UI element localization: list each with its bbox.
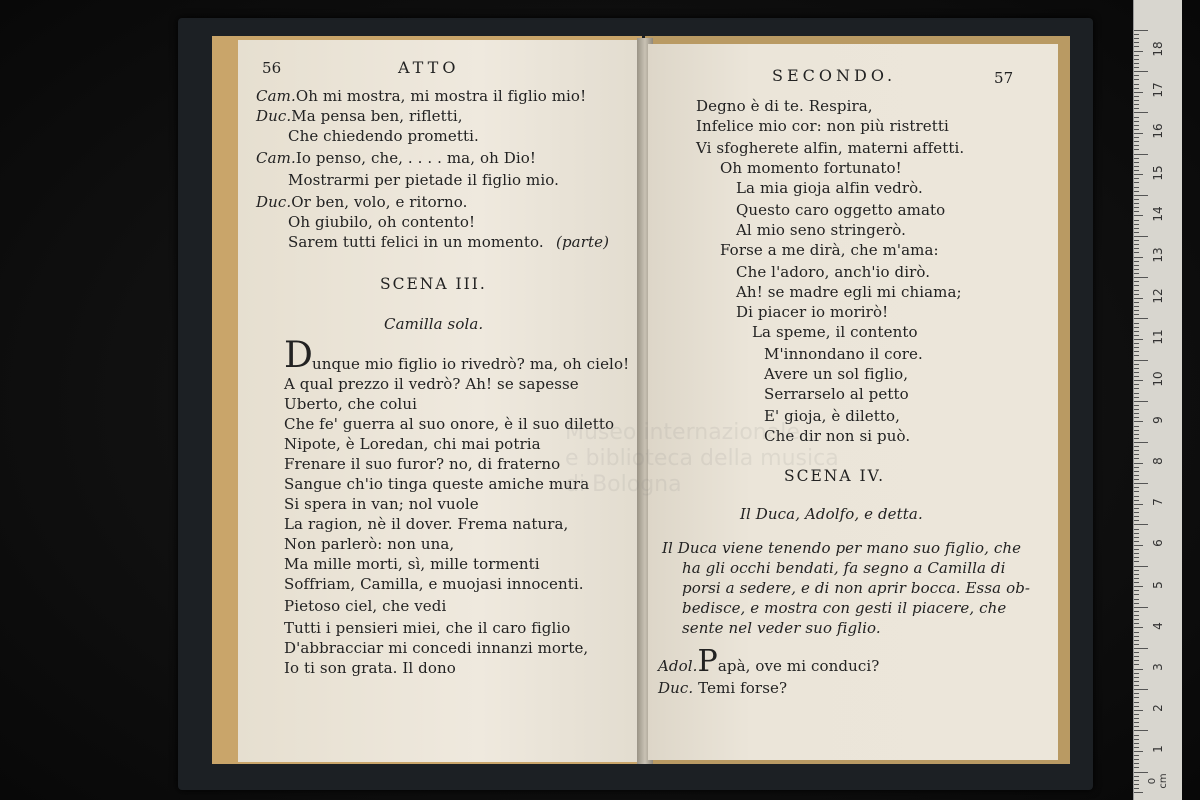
ruler-tick — [1134, 611, 1139, 612]
ruler-tick — [1134, 788, 1139, 789]
ruler-tick — [1134, 178, 1139, 179]
ruler-tick — [1134, 38, 1139, 39]
verse-line: Che fe' guerra al suo onore, è il suo diletto — [284, 415, 615, 433]
ruler-tick — [1134, 669, 1143, 670]
ruler-number: 15 — [1151, 164, 1165, 181]
running-header: SECONDO. — [772, 66, 897, 85]
ruler-tick — [1134, 335, 1139, 336]
ruler-tick — [1134, 372, 1139, 373]
ruler-tick — [1134, 211, 1139, 212]
ruler-number: 13 — [1151, 247, 1165, 263]
ruler-tick — [1134, 603, 1139, 604]
ruler-tick — [1134, 632, 1139, 633]
ruler-tick — [1134, 537, 1139, 538]
ruler-tick — [1134, 162, 1139, 163]
dialogue-line: Duc.Ma pensa ben, rifletti, — [256, 107, 463, 125]
ruler-tick — [1134, 607, 1148, 608]
ruler-tick — [1134, 450, 1139, 451]
ruler-tick — [1134, 323, 1139, 324]
ruler-tick — [1134, 594, 1139, 595]
ruler-tick — [1134, 458, 1139, 459]
ruler-tick — [1134, 430, 1139, 431]
ruler-tick — [1134, 191, 1139, 192]
running-header: ATTO — [398, 58, 460, 77]
ruler-tick — [1134, 599, 1139, 600]
verse-line: unque mio figlio io rivedrò? ma, oh cielo! — [312, 355, 630, 373]
ruler-tick — [1134, 673, 1139, 674]
ruler-tick — [1134, 393, 1139, 394]
verse-line: Al mio seno stringerò. — [736, 221, 906, 239]
ruler-tick — [1134, 145, 1139, 146]
verse-line: Non parlerò: non una, — [284, 535, 455, 553]
ruler-tick — [1134, 442, 1148, 443]
ruler-tick — [1134, 224, 1139, 225]
ruler-tick — [1134, 347, 1139, 348]
ruler-tick — [1134, 652, 1139, 653]
stage-direction-line: porsi a sedere, e di non aprir bocca. Essa ob- — [682, 579, 1031, 597]
ruler-tick — [1134, 154, 1148, 155]
ruler-tick — [1134, 702, 1139, 703]
ruler-tick — [1134, 273, 1139, 274]
ruler-tick — [1134, 541, 1139, 542]
ruler-tick — [1134, 561, 1139, 562]
ruler-tick — [1134, 364, 1139, 365]
ruler-tick — [1134, 310, 1139, 311]
ruler-tick — [1134, 232, 1139, 233]
ruler-number: 1 — [1151, 745, 1165, 754]
ruler-tick — [1134, 166, 1139, 167]
ruler-tick — [1134, 51, 1143, 52]
ruler-tick — [1134, 265, 1139, 266]
stage-direction: (parte) — [556, 233, 610, 251]
ruler-tick — [1134, 360, 1148, 361]
dialogue-line: Mostrarmi per pietade il figlio mio. — [288, 171, 559, 189]
ruler-number: 14 — [1151, 206, 1165, 222]
ruler-tick — [1134, 693, 1139, 694]
ruler-tick — [1134, 714, 1139, 715]
ruler-tick — [1134, 508, 1139, 509]
ruler-tick — [1134, 376, 1139, 377]
ruler-tick — [1134, 318, 1148, 319]
stage-direction-line: Il Duca viene tenendo per mano suo figlio, che — [662, 539, 1022, 557]
ruler-tick — [1134, 743, 1139, 744]
verse-line: M'innondano il core. — [764, 345, 923, 363]
ruler-tick — [1134, 549, 1139, 550]
verse-line: Degno è di te. Respira, — [696, 97, 873, 115]
dialogue-line: Sarem tutti felici in un momento. — [288, 233, 544, 251]
verse-line: Forse a me dirà, che m'ama: — [720, 241, 939, 259]
ruler-tick — [1134, 355, 1139, 356]
ruler-tick — [1134, 413, 1139, 414]
verse-line: Di piacer io morirò! — [736, 303, 889, 321]
ruler-tick — [1134, 557, 1139, 558]
stage-direction-line: sente nel veder suo figlio. — [682, 619, 881, 637]
ruler-tick — [1134, 512, 1139, 513]
ruler-number: 11 — [1151, 329, 1165, 346]
verse-line: Io ti son grata. Il dono — [284, 659, 456, 677]
verse-line: Pietoso ciel, che vedi — [284, 597, 447, 615]
ruler-number: 7 — [1151, 498, 1165, 507]
ruler-tick — [1134, 170, 1139, 171]
verse-line: La ragion, nè il dover. Frema natura, — [284, 515, 569, 533]
ruler-number: 12 — [1151, 288, 1165, 304]
ruler-tick — [1134, 187, 1139, 188]
verse-line: A qual prezzo il vedrò? Ah! se sapesse — [284, 375, 579, 393]
ruler-tick — [1134, 578, 1139, 579]
ruler-tick — [1134, 454, 1139, 455]
ruler-tick — [1134, 570, 1139, 571]
scene-characters: Il Duca, Adolfo, e detta. — [740, 505, 923, 523]
ruler-tick — [1134, 380, 1143, 381]
verse-line: Serrarselo al petto — [764, 385, 909, 403]
ruler-tick — [1134, 236, 1148, 237]
ruler-tick — [1134, 776, 1139, 777]
ruler-tick — [1134, 467, 1139, 468]
ruler-tick — [1134, 697, 1139, 698]
ruler-number: 4 — [1151, 621, 1165, 630]
ruler-tick — [1134, 397, 1139, 398]
verse-line: Ah! se madre egli mi chiama; — [736, 283, 962, 301]
ruler-tick — [1134, 500, 1139, 501]
ruler-tick — [1134, 735, 1139, 736]
ruler-number: 18 — [1151, 41, 1165, 57]
ruler-tick — [1134, 524, 1148, 525]
ruler-tick — [1134, 533, 1139, 534]
ruler-tick — [1134, 438, 1139, 439]
ruler-tick — [1134, 759, 1139, 760]
ruler-tick — [1134, 59, 1139, 60]
verse-line: Infelice mio cor: non più ristretti — [696, 117, 949, 135]
ruler-tick — [1134, 586, 1143, 587]
ruler-tick — [1134, 215, 1143, 216]
ruler-tick — [1134, 615, 1139, 616]
ruler-tick — [1134, 640, 1139, 641]
ruler-tick — [1134, 644, 1139, 645]
ruler-tick — [1134, 689, 1148, 690]
ruler-tick — [1134, 331, 1139, 332]
ruler-tick — [1134, 516, 1139, 517]
dialogue-line: Che chiedendo prometti. — [288, 127, 479, 145]
ruler-tick — [1134, 677, 1139, 678]
ruler-number: 6 — [1151, 539, 1165, 548]
ruler-tick — [1134, 747, 1139, 748]
ruler-tick — [1134, 149, 1139, 150]
ruler-tick — [1134, 627, 1143, 628]
ruler-number: 17 — [1151, 82, 1165, 98]
ruler-tick — [1134, 755, 1139, 756]
ruler-tick — [1134, 92, 1143, 93]
scene-characters: Camilla sola. — [384, 315, 484, 333]
ruler-tick — [1134, 88, 1139, 89]
ruler-tick — [1134, 269, 1139, 270]
ruler-tick — [1134, 681, 1139, 682]
ruler-tick — [1134, 252, 1139, 253]
ruler-tick — [1134, 409, 1139, 410]
verse-line: La speme, il contento — [752, 323, 918, 341]
ruler-tick — [1134, 417, 1139, 418]
ruler-tick — [1134, 648, 1148, 649]
ruler-tick — [1134, 368, 1139, 369]
ruler-tick — [1134, 388, 1139, 389]
ruler-tick — [1134, 504, 1143, 505]
verse-line: Oh momento fortunato! — [720, 159, 902, 177]
ruler-tick — [1134, 327, 1139, 328]
ruler-number: 3 — [1151, 663, 1165, 671]
ruler-tick — [1134, 129, 1139, 130]
ruler-tick — [1134, 261, 1139, 262]
ruler-tick — [1134, 434, 1139, 435]
ruler-tick — [1134, 67, 1139, 68]
scene-heading: SCENA III. — [380, 275, 487, 293]
verse-line: La mia gioja alfin vedrò. — [736, 179, 923, 197]
ruler-tick — [1134, 195, 1148, 196]
ruler-number: 9 — [1151, 415, 1165, 424]
ruler-tick — [1134, 302, 1139, 303]
verse-line: Che l'adoro, anch'io dirò. — [736, 263, 931, 281]
dialogue-line: Cam.Oh mi mostra, mi mostra il figlio mio! — [256, 87, 587, 105]
ruler-tick — [1134, 636, 1139, 637]
ruler-unit-label: 0 cm — [1147, 773, 1169, 789]
ruler-tick — [1134, 34, 1139, 35]
ruler-tick — [1134, 590, 1139, 591]
ruler-tick — [1134, 780, 1139, 781]
ruler-tick — [1134, 281, 1139, 282]
ruler-tick — [1134, 182, 1139, 183]
ruler-tick — [1134, 421, 1143, 422]
ruler-tick — [1134, 351, 1139, 352]
ruler-number: 10 — [1151, 370, 1165, 387]
ruler-tick — [1134, 75, 1139, 76]
ruler-tick — [1134, 203, 1139, 204]
ruler-tick — [1134, 240, 1139, 241]
ruler-tick — [1134, 199, 1139, 200]
ruler-tick — [1134, 108, 1139, 109]
ruler-tick — [1134, 248, 1139, 249]
ruler-tick — [1134, 685, 1139, 686]
ruler-tick — [1134, 306, 1139, 307]
ruler-tick — [1134, 792, 1143, 793]
ruler-tick — [1134, 529, 1139, 530]
ruler-tick — [1134, 137, 1139, 138]
ruler-tick — [1134, 84, 1139, 85]
ruler-tick — [1134, 405, 1139, 406]
ruler-tick — [1134, 314, 1139, 315]
ruler-tick — [1134, 96, 1139, 97]
verse-line: E' gioja, è diletto, — [764, 407, 900, 425]
ruler-tick — [1134, 619, 1139, 620]
verse-line: D'abbracciar mi concedi innanzi morte, — [284, 639, 589, 657]
ruler-tick — [1134, 730, 1148, 731]
ruler-tick — [1134, 100, 1139, 101]
ruler-tick — [1134, 125, 1139, 126]
verse-line: Ma mille morti, sì, mille tormenti — [284, 555, 540, 573]
ruler-tick — [1134, 257, 1143, 258]
ruler-tick — [1134, 566, 1148, 567]
ruler-tick — [1134, 121, 1139, 122]
verse-line: Si spera in van; nol vuole — [284, 495, 479, 513]
ruler-tick — [1134, 706, 1139, 707]
ruler-tick — [1134, 664, 1139, 665]
ruler-number: 2 — [1151, 704, 1165, 713]
verse-line: Vi sfogherete alfin, materni affetti. — [696, 139, 965, 157]
dialogue-line: Cam.Io penso, che, . . . . ma, oh Dio! — [256, 149, 537, 167]
ruler-tick — [1134, 763, 1139, 764]
ruler-tick — [1134, 290, 1139, 291]
ruler-tick — [1134, 710, 1143, 711]
ruler-tick — [1134, 343, 1139, 344]
ruler-tick — [1134, 384, 1139, 385]
ruler-tick — [1134, 491, 1139, 492]
verse-line: Soffriam, Camilla, e muojasi innocenti. — [284, 575, 584, 593]
ruler-tick — [1134, 487, 1139, 488]
ruler-tick — [1134, 401, 1148, 402]
ruler-tick — [1134, 784, 1139, 785]
ruler-tick — [1134, 483, 1148, 484]
ruler-tick — [1134, 739, 1139, 740]
left-page — [238, 40, 642, 762]
stage-direction-line: bedisce, e mostra con gesti il piacere, che — [682, 599, 1007, 617]
ruler-tick — [1134, 228, 1139, 229]
ruler-tick — [1134, 751, 1143, 752]
verse-line: Sangue ch'io tinga queste amiche mura — [284, 475, 590, 493]
ruler-tick — [1134, 285, 1139, 286]
ruler-tick — [1134, 656, 1139, 657]
ruler-tick — [1134, 722, 1139, 723]
page-number: 57 — [994, 69, 1014, 87]
page-number: 56 — [262, 59, 282, 77]
ruler-tick — [1134, 496, 1139, 497]
ruler-tick — [1134, 220, 1139, 221]
ruler-tick — [1134, 294, 1139, 295]
ruler-tick — [1134, 475, 1139, 476]
ruler-tick — [1134, 446, 1139, 447]
ruler-tick — [1134, 158, 1139, 159]
ruler-tick — [1134, 767, 1139, 768]
ruler-tick — [1134, 71, 1148, 72]
ruler-tick — [1134, 63, 1139, 64]
watermark: Museo internazionale e biblioteca della musica di Bologna — [565, 420, 839, 497]
ruler-tick — [1134, 471, 1139, 472]
ruler-tick — [1134, 479, 1139, 480]
verse-line: Frenare il suo furor? no, di fraterno — [284, 455, 561, 473]
ruler-tick — [1134, 726, 1139, 727]
ruler-tick — [1134, 574, 1139, 575]
drop-cap: D — [284, 335, 313, 376]
verse-line: Nipote, è Loredan, chi mai potria — [284, 435, 541, 453]
dialogue-line: Adol.Papà, ove mi conduci? — [658, 644, 880, 679]
ruler-tick — [1134, 30, 1148, 31]
ruler-tick — [1134, 277, 1148, 278]
ruler-tick — [1134, 46, 1139, 47]
dialogue-line: Duc.Or ben, volo, e ritorno. — [256, 193, 468, 211]
ruler-tick — [1134, 298, 1143, 299]
ruler-tick — [1134, 117, 1139, 118]
ruler-number: 5 — [1151, 580, 1165, 589]
ruler-tick — [1134, 718, 1139, 719]
ruler-tick — [1134, 79, 1139, 80]
ruler-tick — [1134, 545, 1143, 546]
right-page — [648, 44, 1058, 760]
ruler-number: 8 — [1151, 457, 1165, 465]
ruler-tick — [1134, 244, 1139, 245]
verse-line: Che dir non si può. — [764, 427, 911, 445]
ruler-tick — [1134, 660, 1139, 661]
verse-line: Questo caro oggetto amato — [736, 201, 946, 219]
ruler-tick — [1134, 104, 1139, 105]
ruler-tick — [1134, 207, 1139, 208]
ruler-tick — [1134, 174, 1143, 175]
ruler-tick — [1134, 623, 1139, 624]
ruler-tick — [1134, 553, 1139, 554]
ruler-tick — [1134, 582, 1139, 583]
dialogue-line: Duc. Temi forse? — [658, 679, 788, 697]
ruler-tick — [1134, 463, 1143, 464]
ruler-tick — [1134, 55, 1139, 56]
ruler-number: 16 — [1151, 123, 1165, 140]
ruler-tick — [1134, 141, 1139, 142]
scene-heading: SCENA IV. — [784, 467, 886, 485]
verse-line: Tutti i pensieri miei, che il caro figlio — [284, 619, 571, 637]
stage-direction-line: ha gli occhi bendati, fa segno a Camilla di — [682, 559, 1006, 577]
verse-line: Uberto, che colui — [284, 395, 417, 413]
ruler-tick — [1134, 112, 1148, 113]
ruler-tick — [1134, 772, 1148, 773]
ruler-tick — [1134, 426, 1139, 427]
ruler-tick — [1134, 339, 1143, 340]
ruler-tick — [1134, 520, 1139, 521]
verse-line: Avere un sol figlio, — [764, 365, 909, 383]
ruler-tick — [1134, 42, 1139, 43]
ruler-tick — [1134, 133, 1143, 134]
dialogue-line: Oh giubilo, oh contento! — [288, 213, 476, 231]
measurement-ruler — [1133, 0, 1182, 800]
